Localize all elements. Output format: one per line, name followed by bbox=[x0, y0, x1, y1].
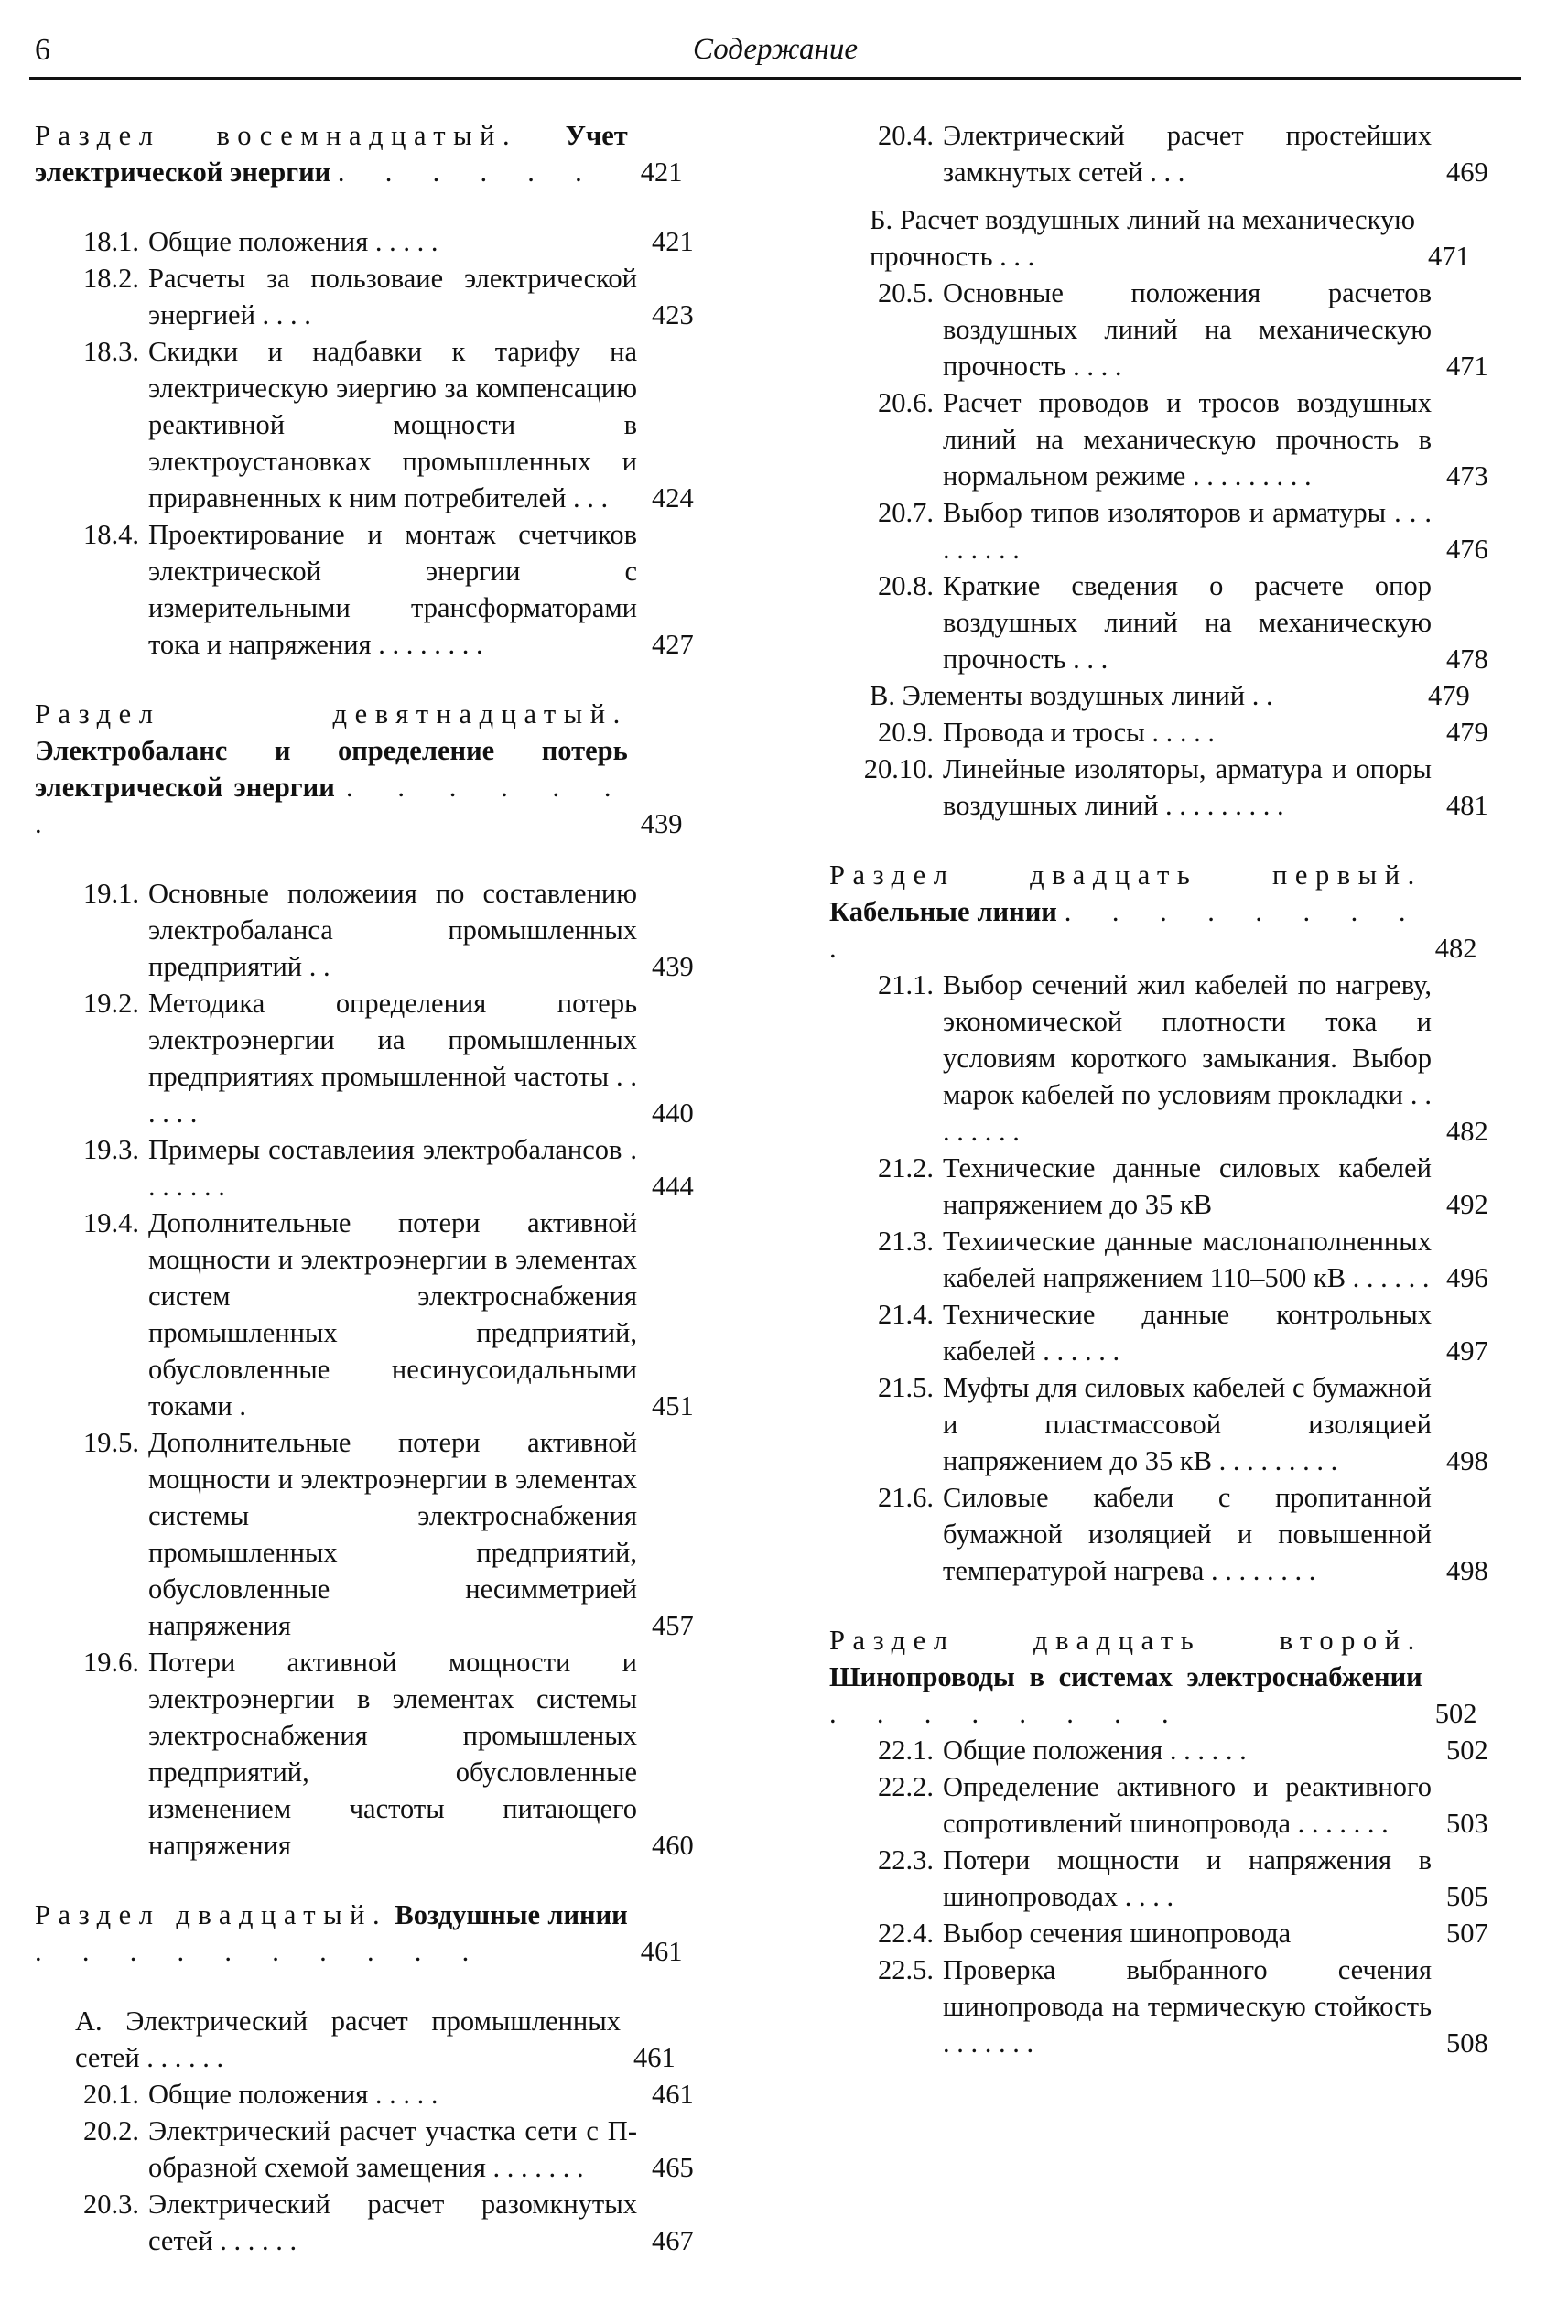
toc-item-19-6[interactable]: 19.6. Потери активной мощности и электроэнергии в элементах системы электроснабжения промышленых предприятий, обусловленные изменением частоты питающего напряжения 460 bbox=[83, 1647, 694, 1861]
toc-item-21-2[interactable]: 21.2. Технические данные силовых кабелей напряжением до 35 кВ 492 bbox=[878, 1152, 1488, 1220]
toc-item-20-4[interactable]: 20.4. Электрический расчет простейших замкнутых сетей . . . 469 bbox=[878, 120, 1488, 188]
toc-item-21-4[interactable]: 21.4. Технические данные контрольных кабелей . . . . . . 497 bbox=[878, 1299, 1488, 1367]
toc-item-21-1[interactable]: 21.1. Выбор сечений жил кабелей по нагреву, экономической плотности тока и условиям короткого замыкания. Выбор марок кабелей по условиям прокладки . . . . . . . . 482 bbox=[878, 969, 1488, 1147]
toc-item-20-8[interactable]: 20.8. Краткие сведения о расчете опор воздушных линий на механическую прочность . . . 478 bbox=[878, 570, 1488, 675]
toc-item-18-3[interactable]: 18.3. Скидки и надбавки к тарифу на электрическую эиергию за компенсацию реактивной мощности в электроустановках промышленных и приравненных к ним потребителей . . . 424 bbox=[83, 336, 694, 513]
toc-item-22-3[interactable]: 22.3. Потери мощности и напряжения в шинопроводах . . . . 505 bbox=[878, 1844, 1488, 1912]
toc-item-20-2[interactable]: 20.2. Электрический расчет участка сети с П-образной схемой замещения . . . . . . . 465 bbox=[83, 2115, 694, 2183]
toc-item-19-4[interactable]: 19.4. Дополнительные потери активной мощности и электроэнергии в элементах систем электроснабжения промышленных предприятий, обусловленные несинусоидальными токами . 451 bbox=[83, 1207, 694, 1421]
toc-item-19-5[interactable]: 19.5. Дополнительные потери активной мощности и электроэнергии в элементах системы электроснабжения промышленных предприятий, обусловленные несимметрией напряжения 457 bbox=[83, 1427, 694, 1641]
toc-subsection-v[interactable]: В. Элементы воздушных линий . . 479 bbox=[870, 680, 1470, 711]
toc-item-20-5[interactable]: 20.5. Основные положения расчетов воздушных линий на механическую прочность . . . . 471 bbox=[878, 277, 1488, 382]
toc-item-22-4[interactable]: 22.4. Выбор сечения шинопровода 507 bbox=[878, 1918, 1488, 1949]
toc-item-20-6[interactable]: 20.6. Расчет проводов и тросов воздушных линий на механическую прочность в нормальном режиме . . . . . . . . . 473 bbox=[878, 387, 1488, 492]
toc-item-20-9[interactable]: 20.9. Провода и тросы . . . . . 479 bbox=[878, 717, 1488, 748]
toc-item-19-3[interactable]: 19.3. Примеры составлеиия электробалансов . . . . . . . 444 bbox=[83, 1134, 694, 1202]
running-header bbox=[29, 26, 1521, 80]
toc-item-20-7[interactable]: 20.7. Выбор типов изоляторов и арматуры . . . . . . . . . 476 bbox=[878, 497, 1488, 565]
toc-subsection-a[interactable]: А. Электрический расчет промышленных сетей . . . . . . 461 bbox=[75, 2005, 676, 2073]
toc-section-20[interactable]: Раздел двадцатый. Воздушные линии . . . . . . . . . . 461 bbox=[35, 1899, 683, 1967]
toc-item-19-1[interactable]: 19.1. Основные положеиия по составлению электробаланса промышленных предприятий . . 439 bbox=[83, 878, 694, 982]
toc-section-19[interactable]: Раздел девятнадцатый. Электробаланс и определение потерь электрической энергии . . . . . . . 439 bbox=[35, 698, 683, 839]
toc-item-19-2[interactable]: 19.2. Методика определения потерь электроэнергии иа промышленных предприятиях промышленной частоты . . . . . . 440 bbox=[83, 988, 694, 1129]
toc-column-left bbox=[35, 117, 741, 2259]
running-title: Содержание bbox=[692, 33, 858, 66]
toc-item-22-2[interactable]: 22.2. Определение активного и реактивного сопротивлений шинопровода . . . . . . . 503 bbox=[878, 1771, 1488, 1839]
toc-item-18-2[interactable]: 18.2. Расчеты за пользоваие электрической энергией . . . . 423 bbox=[83, 263, 694, 330]
toc-item-21-5[interactable]: 21.5. Муфты для силовых кабелей с бумажной и пластмассовой изоляцией напряжением до 35 кВ . . . . . . . . . 498 bbox=[878, 1372, 1488, 1476]
page-number: 6 bbox=[35, 33, 50, 67]
toc-item-20-3[interactable]: 20.3. Электрический расчет разомкнутых сетей . . . . . . 467 bbox=[83, 2189, 694, 2256]
toc-item-21-3[interactable]: 21.3. Техиические данные маслонаполненных кабелей напряжением 110–500 кВ . . . . . . 496 bbox=[878, 1226, 1488, 1293]
toc-item-22-1[interactable]: 22.1. Общие положения . . . . . . 502 bbox=[878, 1735, 1488, 1766]
toc-column-right bbox=[829, 117, 1536, 2061]
toc-item-21-6[interactable]: 21.6. Силовые кабели с пропитанной бумажной изоляцией и повышенной температурой нагрева . . . . . . . . 498 bbox=[878, 1482, 1488, 1586]
toc-item-20-1[interactable]: 20.1. Общие положения . . . . . 461 bbox=[83, 2079, 694, 2110]
toc-section-22[interactable]: Раздел двадцать второй. Шинопроводы в системах электроснабжении . . . . . . . . 502 bbox=[829, 1625, 1477, 1729]
toc-item-18-1[interactable]: 18.1. Общие положения . . . . . 421 bbox=[83, 226, 694, 257]
toc-section-18[interactable]: Раздел восемнадцатый. Учет электрической энергии . . . . . . 421 bbox=[35, 117, 741, 190]
toc-item-22-5[interactable]: 22.5. Проверка выбранного сечения шинопровода на термическую стойкость . . . . . . . 508 bbox=[878, 1954, 1488, 2059]
toc-subsection-b[interactable]: Б. Расчет воздушных линий на механическую прочность . . . 471 bbox=[870, 204, 1470, 272]
toc-item-18-4[interactable]: 18.4. Проектирование и монтаж счетчиков электрической энергии с измерительными трансформаторами тока и напряжения . . . . . . . . 427 bbox=[83, 519, 694, 660]
toc-item-20-10[interactable]: 20.10. Линейные изоляторы, арматура и опоры воздушных линий . . . . . . . . . 481 bbox=[863, 753, 1488, 821]
toc-page-number: 421 bbox=[640, 157, 683, 188]
toc-section-21[interactable]: Раздел двадцать первый. Кабельные линии . . . . . . . . . 482 bbox=[829, 859, 1477, 964]
